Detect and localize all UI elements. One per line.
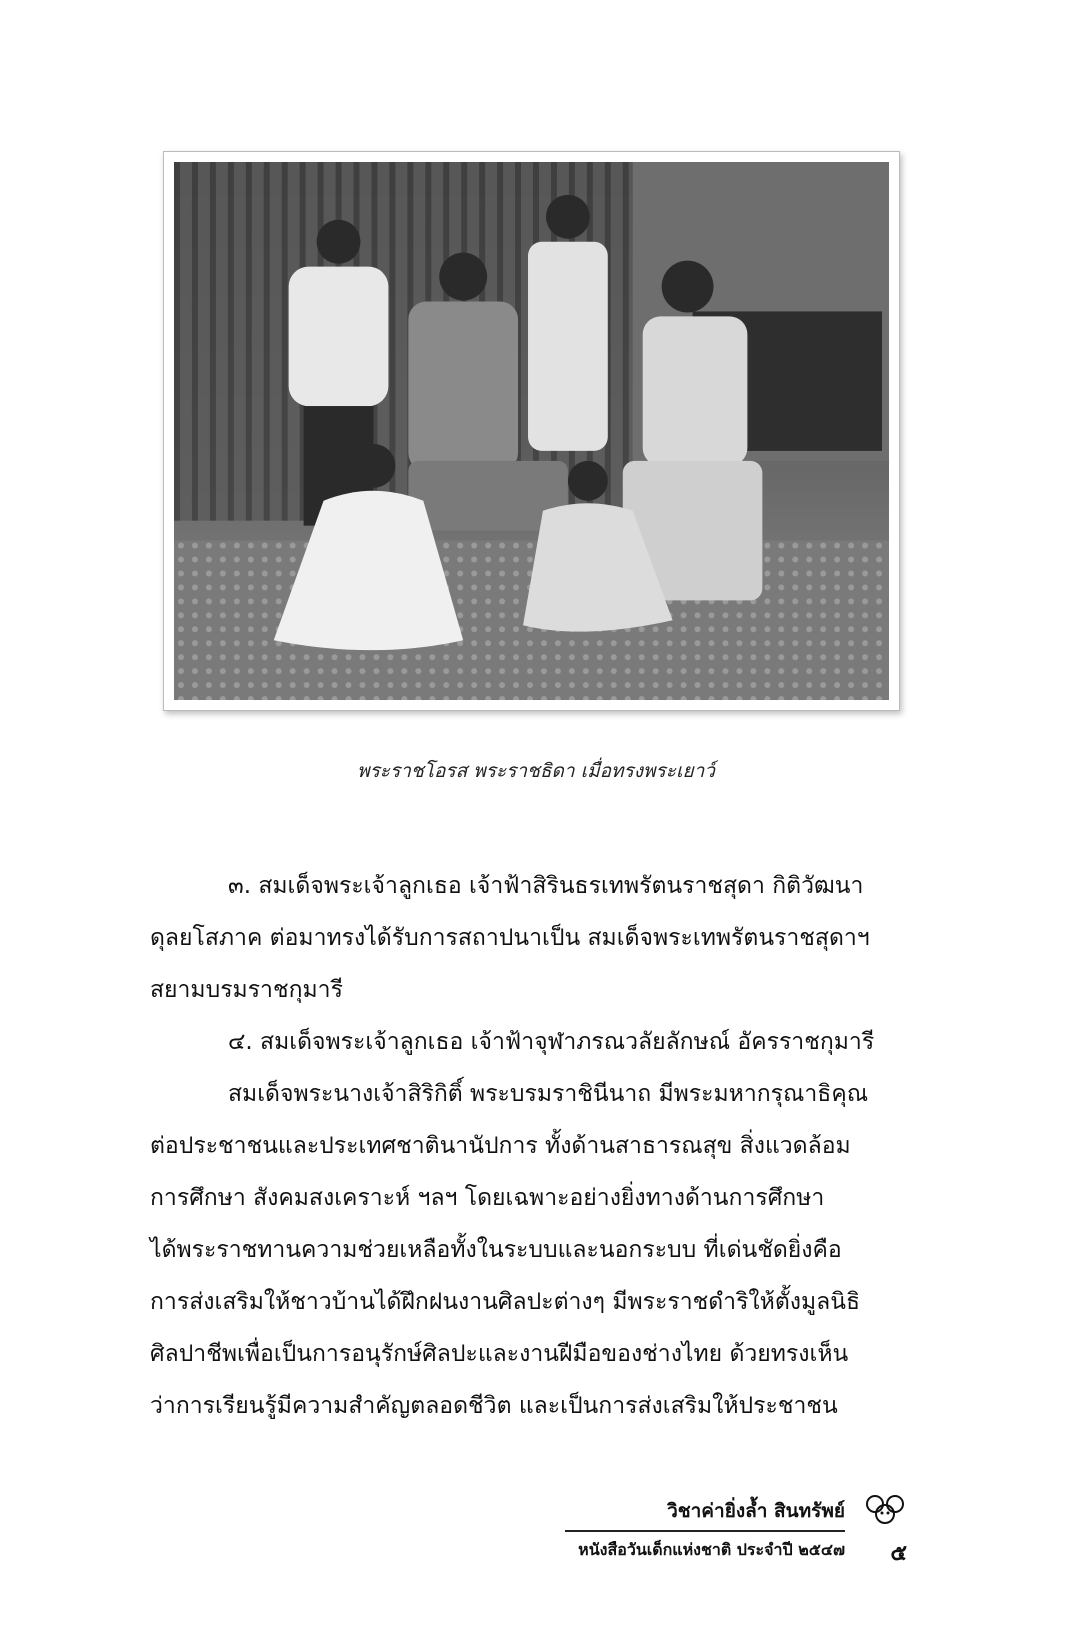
text-line: ๔. สมเด็จพระเจ้าลูกเธอ เจ้าฟ้าจุฬาภรณวลัยลักษณ์ อัครราชกุมารี bbox=[228, 1029, 875, 1055]
children-logo-icon bbox=[863, 1492, 907, 1528]
text-line: ดุลยโสภาค ต่อมาทรงได้รับการสถาปนาเป็น สมเด็จพระเทพรัตนราชสุดาฯ bbox=[150, 925, 870, 951]
text-line: การส่งเสริมให้ชาวบ้านได้ฝึกฝนงานศิลปะต่างๆ มีพระราชดำริให้ตั้งมูลนิธิ bbox=[150, 1289, 861, 1315]
footer-divider bbox=[565, 1530, 845, 1532]
text-line: ศิลปาชีพเพื่อเป็นการอนุรักษ์ศิลปะและงานฝีมือของช่างไทย ด้วยทรงเห็น bbox=[150, 1341, 849, 1367]
text-line: ต่อประชาชนและประเทศชาตินานัปการ ทั้งด้านสาธารณสุข สิ่งแวดล้อม bbox=[150, 1133, 851, 1159]
body-text bbox=[150, 860, 940, 1432]
family-photo-image bbox=[174, 162, 889, 700]
text-line: ๓. สมเด็จพระเจ้าลูกเธอ เจ้าฟ้าสิรินธรเทพรัตนราชสุดา กิติวัฒนา bbox=[228, 873, 864, 899]
photo-caption: พระราชโอรส พระราชธิดา เมื่อทรงพระเยาว์ bbox=[357, 760, 715, 782]
page-number: ๕ bbox=[890, 1541, 907, 1566]
text-line: ว่าการเรียนรู้มีความสำคัญตลอดชีวิต และเป็นการส่งเสริมให้ประชาชน bbox=[150, 1393, 838, 1419]
text-line: สยามบรมราชกุมารี bbox=[150, 977, 343, 1003]
text-line: การศึกษา สังคมสงเคราะห์ ฯลฯ โดยเฉพาะอย่างยิ่งทางด้านการศึกษา bbox=[150, 1185, 825, 1211]
text-line: ได้พระราชทานความช่วยเหลือทั้งในระบบและนอกระบบ ที่เด่นชัดยิ่งคือ bbox=[150, 1237, 842, 1263]
text-line: สมเด็จพระนางเจ้าสิริกิติ์ พระบรมราชินีนาถ มีพระมหากรุณาธิคุณ bbox=[228, 1081, 869, 1107]
page-footer bbox=[555, 1490, 925, 1570]
family-photo bbox=[163, 151, 900, 711]
footer-title: วิชาค่ายิ่งล้ำ สินทรัพย์ bbox=[667, 1500, 845, 1522]
footer-subtitle: หนังสือวันเด็กแห่งชาติ ประจำปี ๒๕๔๗ bbox=[578, 1540, 845, 1559]
